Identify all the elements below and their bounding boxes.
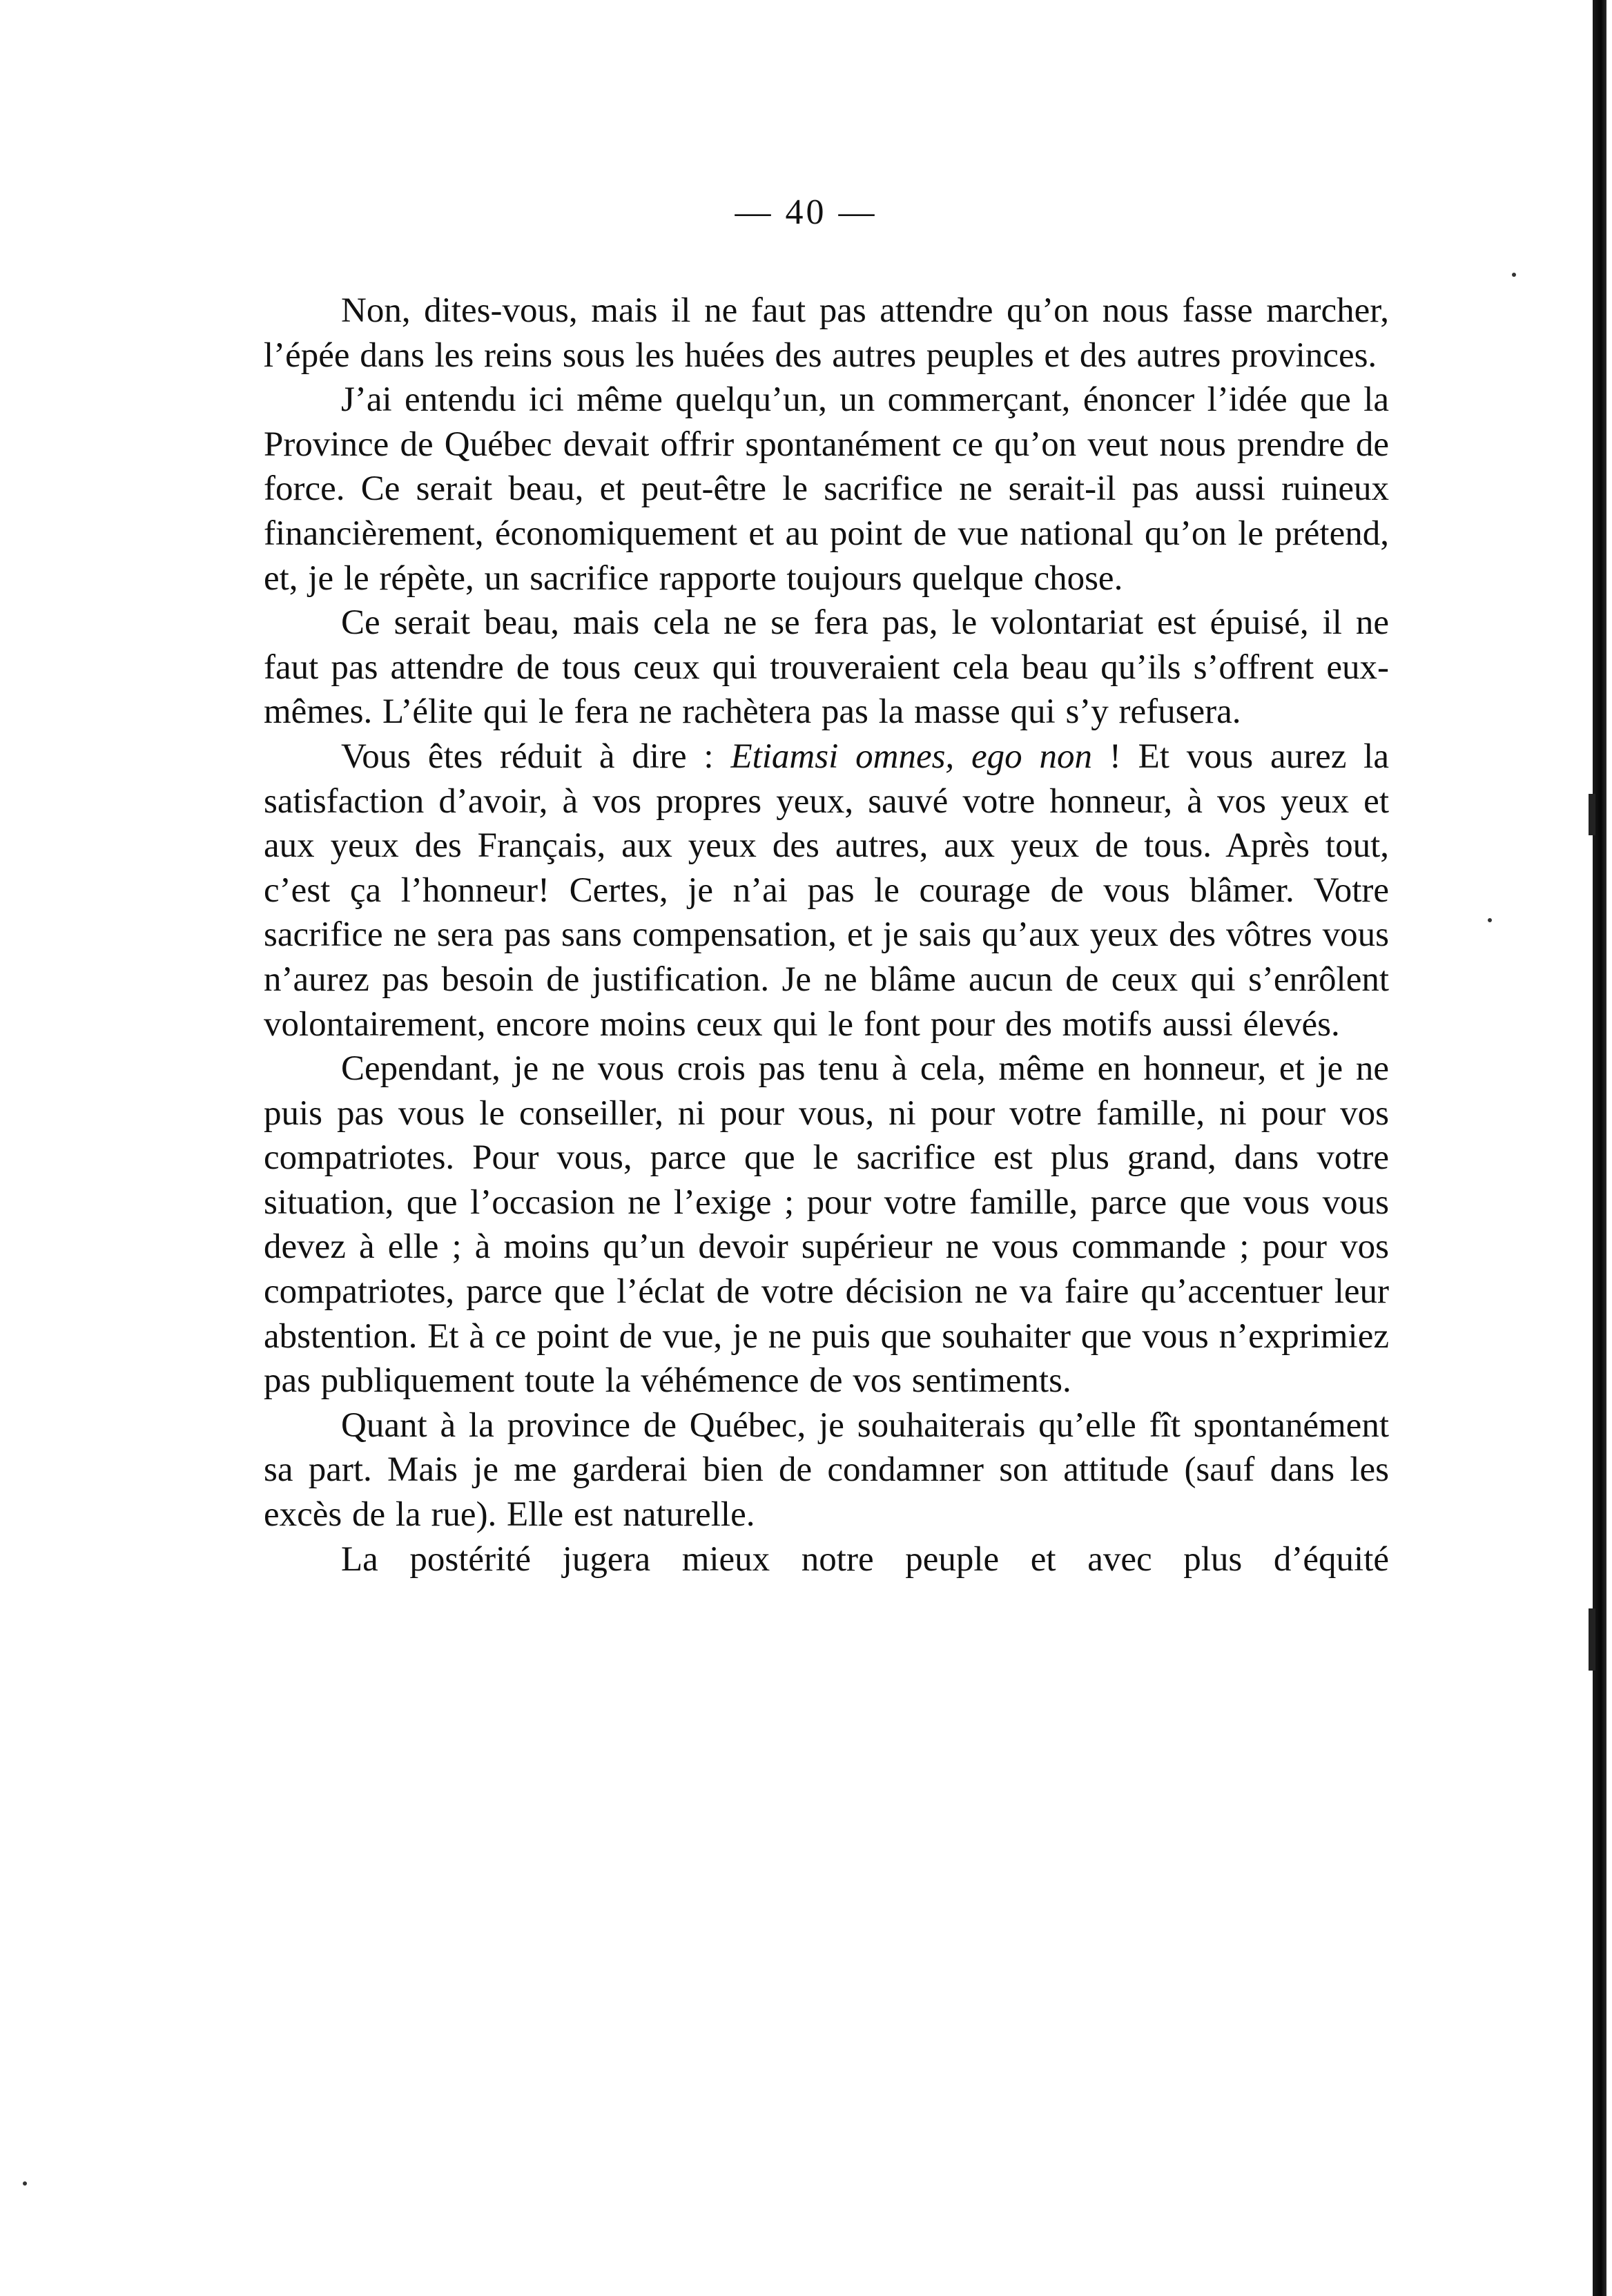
page-number: — 40 —	[735, 193, 877, 232]
scan-speck	[1488, 918, 1492, 922]
scan-edge-notch	[1589, 1608, 1595, 1671]
paragraph-3: Ce serait beau, mais cela ne se fera pas, le volontariat est épuisé, il ne faut pas attendre de tous ceux qui trouveraient cela beau qu’ils s’offrent eux-mêmes. L’élite qui le fera ne rachètera pas la masse qui s’y refusera.	[264, 603, 1389, 732]
paragraph-4-rest: ! Et vous aurez la satisfaction d’avoir, à vos propres yeux, sauvé votre honneur, à vos yeux et aux yeux des Français, aux yeux des autres, aux yeux de tous. Après tout, c’est ça l’honneur! Certes, je n’ai pas le courage de vous blâmer. Votre sacrifice ne sera pas sans compensation, et je sais qu’aux yeux des vôtres vous n’aurez pas besoin de justification. Je ne blâme aucun de ceux qui s’enrôlent volontairement, encore moins ceux qui le font pour des motifs aussi élevés.	[264, 737, 1389, 1044]
paragraph-7: La postérité jugera mieux notre peuple et avec plus d’équité	[341, 1539, 1389, 1579]
paragraph-4	[264, 734, 1389, 1047]
paragraph-2: J’ai entendu ici même quelqu’un, un commerçant, énoncer l’idée que la Province de Québec devait offrir spontanément ce qu’on veut nous prendre de force. Ce serait beau, et peut-être le sacrifice ne serait-il pas aussi ruineux financièrement, économiquement et au point de vue national qu’on le prétend, et, je le répète, un sacrifice rapporte toujours quelque chose.	[264, 380, 1389, 598]
latin-quote: Etiamsi omnes, ego non	[730, 737, 1092, 776]
paragraph-4-lead: Vous êtes réduit à dire :	[341, 737, 731, 776]
scan-edge-shadow	[1593, 0, 1606, 2296]
paragraph-5: Cependant, je ne vous crois pas tenu à cela, même en honneur, et je ne puis pas vous le conseiller, ni pour vous, ni pour votre famille, ni pour vos compatriotes. Pour vous, parce que le sacrifice est plus grand, dans votre situation, que l’occasion ne l’exige ; pour votre famille, parce que vous vous devez à elle ; à moins qu’un devoir supérieur ne vous commande ; pour vos compatriotes, parce que l’éclat de votre décision ne va faire qu’accentuer leur abstention. Et à ce point de vue, je ne puis que souhaiter que vous n’exprimiez pas publiquement toute la véhémence de vos sentiments.	[264, 1049, 1389, 1401]
scan-speck	[1512, 273, 1516, 277]
scan-edge-notch	[1589, 794, 1595, 835]
paragraph-1: Non, dites-vous, mais il ne faut pas attendre qu’on nous fasse marcher, l’épée dans les reins sous les huées des autres peuples et des autres provinces.	[264, 291, 1389, 375]
scan-speck	[23, 2181, 27, 2186]
paragraph-6: Quant à la province de Québec, je souhaiterais qu’elle fît spontanément sa part. Mais je me garderai bien de condamner son attitude (sauf dans les excès de la rue). Elle est naturelle.	[264, 1405, 1389, 1535]
body-text	[264, 289, 1389, 1582]
